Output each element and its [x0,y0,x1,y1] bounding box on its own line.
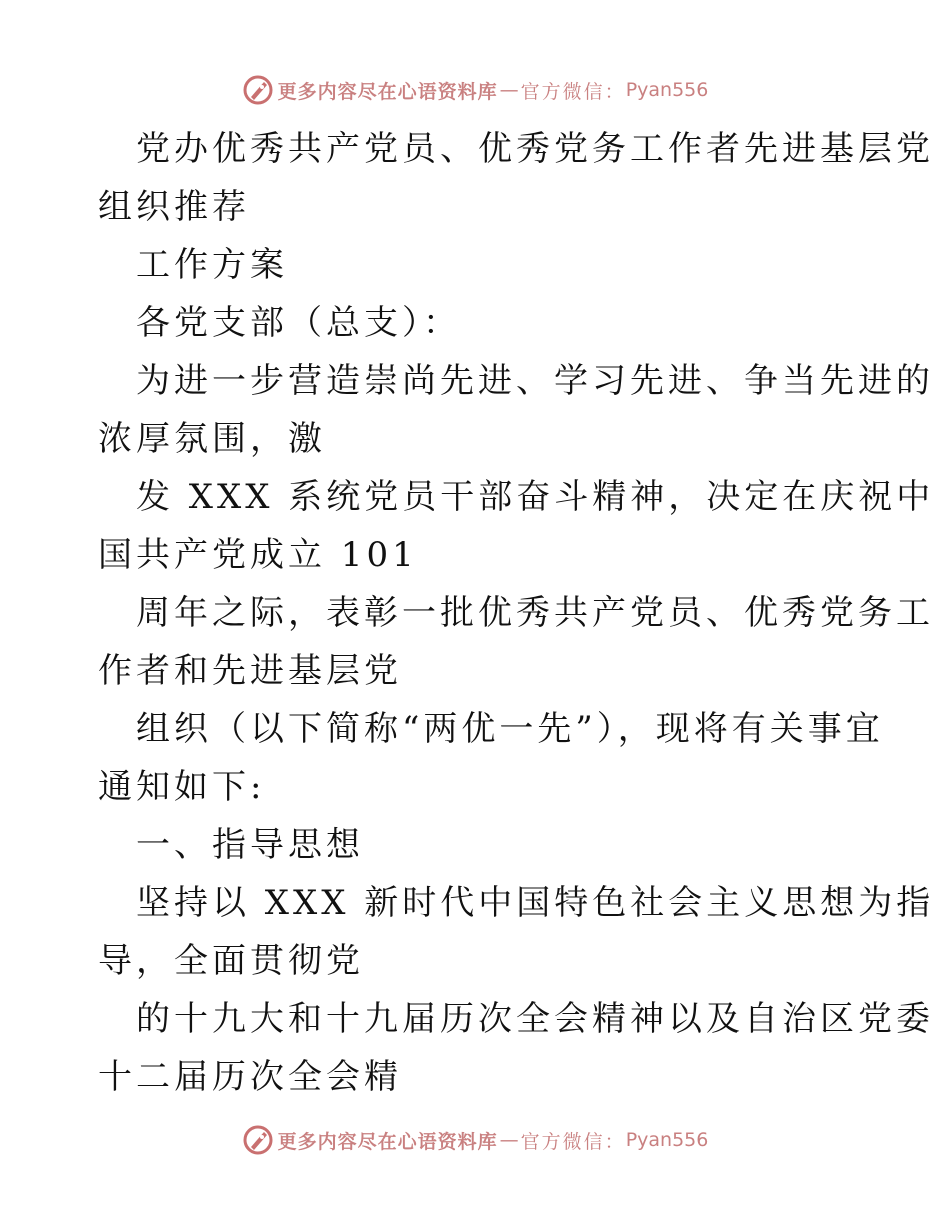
paragraph-line: 组织（以下简称“两优一先”），现将有关事宜 [136,709,884,749]
title-line-2: 组织推荐 [98,187,250,227]
watermark-wechat-label: 官方微信： [520,80,626,103]
watermark-wechat-label: 官方微信： [520,1130,626,1153]
paragraph-line: 周年之际，表彰一批优秀共产党员、优秀党务工 [136,593,934,633]
watermark-wechat-id: Pyan556 [625,79,709,101]
paragraph-line: 国共产党成立 101 [98,535,418,575]
footer-watermark [0,1120,950,1160]
paragraph-line: 发 XXX 系统党员干部奋斗精神，决定在庆祝中 [136,477,935,517]
document-body [98,120,935,1106]
paragraph-line: 十二届历次全会精 [98,1057,402,1097]
title-line-1: 党办优秀共产党员、优秀党务工作者先进基层党 [136,129,934,169]
watermark-dash: — [499,79,519,101]
header-watermark [0,70,950,110]
paragraph-line: 浓厚氛围，激 [98,419,326,459]
watermark-dash: — [499,1129,519,1151]
watermark-main-text: 更多内容尽在心语资料库 [277,80,498,103]
watermark-main-text: 更多内容尽在心语资料库 [277,1130,498,1153]
paragraph-line: 坚持以 XXX 新时代中国特色社会主义思想为指 [136,883,935,923]
paragraph-line: 的十九大和十九届历次全会精神以及自治区党委 [136,999,934,1039]
paragraph-line: 导，全面贯彻党 [98,941,364,981]
pen-logo-icon [242,1124,274,1156]
section-heading: 一、指导思想 [136,825,364,865]
paragraph-line: 为进一步营造崇尚先进、学习先进、争当先进的 [136,361,934,401]
salutation-line: 各党支部（总支）： [136,303,461,343]
paragraph-line: 通知如下: [98,767,266,807]
paragraph-line: 作者和先进基层党 [98,651,402,691]
watermark-wechat-id: Pyan556 [625,1129,709,1151]
pen-logo-icon [242,74,274,106]
subtitle-line: 工作方案 [136,245,288,285]
